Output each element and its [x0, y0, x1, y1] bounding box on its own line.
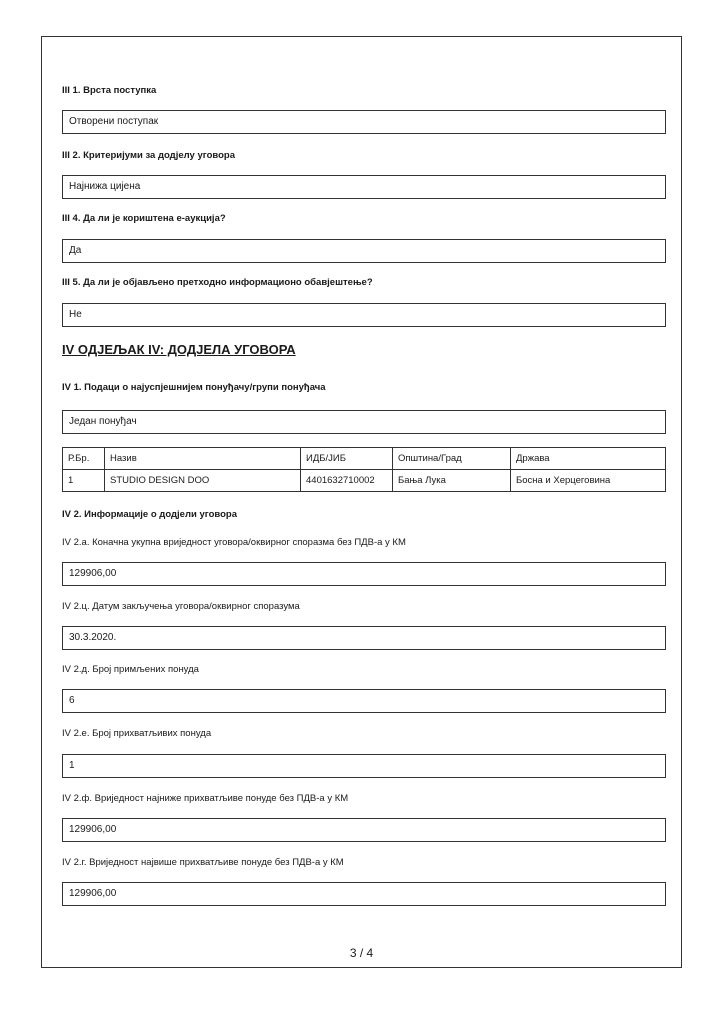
q-iv2f-value: 129906,00 — [62, 818, 666, 842]
q-iii1-value: Отворени поступак — [62, 110, 666, 134]
q-iv2e-value: 1 — [62, 754, 666, 778]
q-iii5-value: Не — [62, 303, 666, 327]
table-header-cell: Назив — [105, 448, 301, 470]
q-iv2g-label: IV 2.г. Вриједност највише прихватљиве понуде без ПДВ-а у КМ — [62, 857, 344, 868]
table-header-row — [63, 448, 666, 470]
q-iii2-label: III 2. Критеријуми за додјелу уговора — [62, 150, 235, 161]
q-iv2c-value: 30.3.2020. — [62, 626, 666, 650]
q-iii2-value: Најнижа цијена — [62, 175, 666, 199]
q-iv2g-value: 129906,00 — [62, 882, 666, 906]
q-iv2c-label: IV 2.ц. Датум закључења уговора/оквирног споразума — [62, 601, 300, 612]
q-iv2-label: IV 2. Информације о додјели уговора — [62, 509, 237, 520]
q-iv2d-label: IV 2.д. Број примљених понуда — [62, 664, 199, 675]
section-iv-title: IV ОДЈЕЉАК IV: ДОДЈЕЛА УГОВОРА — [62, 342, 296, 357]
table-cell: Бања Лука — [393, 470, 511, 492]
q-iii1-label: III 1. Врста поступка — [62, 85, 157, 96]
table-cell: 4401632710002 — [301, 470, 393, 492]
table-header-cell: Држава — [511, 448, 666, 470]
table-row — [63, 470, 666, 492]
q-iii5-label: III 5. Да ли је објављено претходно информационо обавјештење? — [62, 277, 373, 288]
bidder-table — [62, 447, 666, 492]
table-header-cell: Р.Бр. — [63, 448, 105, 470]
q-iv2e-label: IV 2.е. Број прихватљивих понуда — [62, 728, 212, 739]
q-iv2f-label: IV 2.ф. Вриједност најниже прихватљиве понуде без ПДВ-а у КМ — [62, 793, 349, 804]
q-iii4-label: III 4. Да ли је кориштена е-аукција? — [62, 213, 226, 224]
table-header-cell: ИДБ/ЈИБ — [301, 448, 393, 470]
q-iv2a-value: 129906,00 — [62, 562, 666, 586]
q-iv2a-label: IV 2.а. Коначна укупна вриједност уговора/оквирног споразма без ПДВ-а у КМ — [62, 537, 406, 548]
page-number: 3 / 4 — [349, 946, 374, 960]
document-page — [41, 36, 682, 968]
table-cell: 1 — [63, 470, 105, 492]
table-cell: Босна и Херцеговина — [511, 470, 666, 492]
table-cell: STUDIO DESIGN DOO — [105, 470, 301, 492]
q-iv1-label: IV 1. Подаци о најуспјешнијем понуђачу/групи понуђача — [62, 382, 326, 393]
q-iv2d-value: 6 — [62, 689, 666, 713]
table-header-cell: Општина/Град — [393, 448, 511, 470]
q-iv1-value: Један понуђач — [62, 410, 666, 434]
q-iii4-value: Да — [62, 239, 666, 263]
